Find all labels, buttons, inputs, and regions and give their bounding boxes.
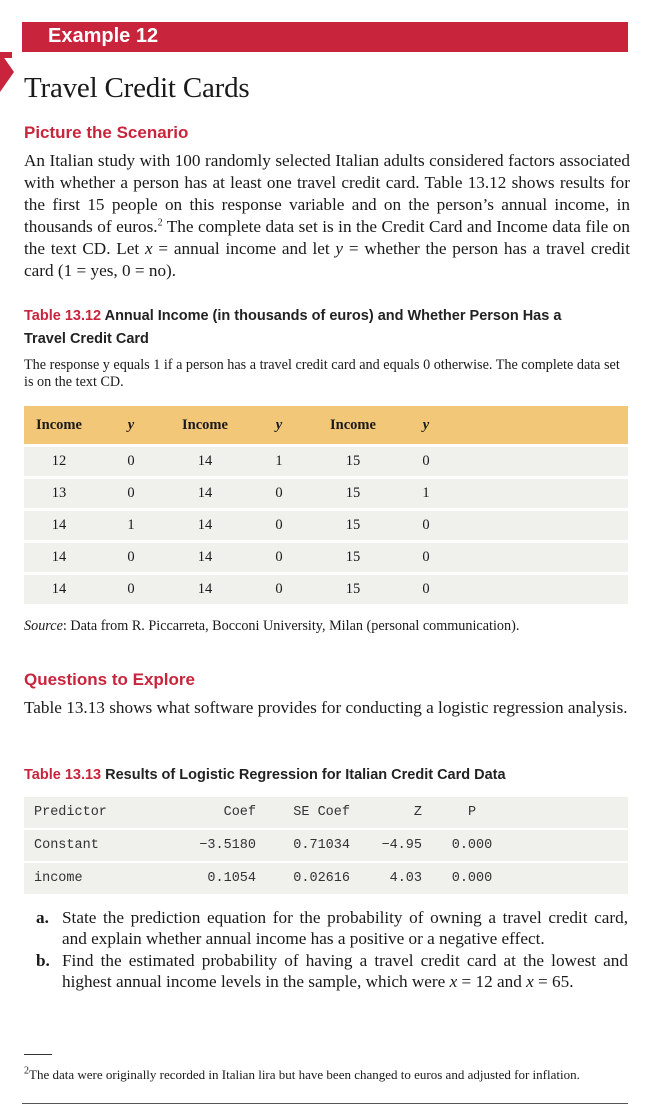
column-header: SE Coef [256,797,358,828]
footnote-divider [24,1054,52,1055]
task-list [36,907,628,993]
footnote: $^2$The data were originally recorded in Italian lira but have been changed to euros and adjusted for inflation. [24,1065,580,1082]
table-row [24,575,628,604]
table-cell: 15 [316,447,390,476]
table-cell: 0 [390,575,462,604]
table-row [24,511,628,540]
table-cell: 1 [390,479,462,508]
task-item-a: a. State the prediction equation for the probability of owning a travel credit card, and explain whether annual income has a positive or a negative effect. [36,908,628,948]
table-cell: 0 [242,511,316,540]
table-cell-filler [462,479,628,508]
table-cell: 0 [242,479,316,508]
table-cell: 15 [316,543,390,572]
table-cell: 0 [242,543,316,572]
column-header: Z [358,797,426,828]
example-label: Example 12 [48,25,159,47]
table-13-12-caption: Table 13.12 Annual Income (in thousands of euros) and Whether Person Has a Travel Credit Card [24,308,562,347]
income-credit-table [24,403,628,607]
table-13-13-caption: Table 13.13 Results of Logistic Regression for Italian Credit Card Data [24,767,506,783]
column-header: y [94,406,168,444]
table-cell: 0.71034 [256,830,358,861]
table-cell: 14 [168,479,242,508]
table-cell: 12 [24,447,94,476]
table-cell: 0 [94,575,168,604]
table-cell: 1 [94,511,168,540]
table-cell: 0 [94,447,168,476]
table-cell: 1 [242,447,316,476]
column-header: y [390,406,462,444]
page-title: Travel Credit Cards [24,72,250,104]
column-header-filler [462,406,628,444]
table-cell: 4.03 [358,863,426,894]
footnote-reference: 2 [157,217,163,229]
table-cell: 0 [242,575,316,604]
table-cell: 14 [24,543,94,572]
table-cell-filler [518,830,628,861]
table-row [24,543,628,572]
table-cell: income [24,863,164,894]
example-banner [22,22,628,52]
table-cell: 0.1054 [164,863,256,894]
column-header: Income [168,406,242,444]
page-bottom-divider [22,1103,628,1104]
column-header: P [426,797,518,828]
table-header-row [24,797,628,828]
table-cell: 0 [94,479,168,508]
table-cell: 0 [390,511,462,540]
table-cell: 14 [168,447,242,476]
table-cell: 14 [168,543,242,572]
table-cell: −4.95 [358,830,426,861]
table-cell-filler [518,797,628,828]
table-13-12-note: The response y equals 1 if a person has a travel credit card and equals 0 otherwise. The complete data set is on the text CD. [24,357,620,390]
table-cell: Constant [24,830,164,861]
table-cell-filler [462,543,628,572]
table-cell-filler [462,575,628,604]
task-item-b: b. Find the estimated probability of having a travel credit card at the lowest and highest annual income levels in the sample, which were x = 12 and x = 65. [36,951,628,991]
column-header: Predictor [24,797,164,828]
questions-intro: Table 13.13 shows what software provides for conducting a logistic regression analysis. [24,698,628,717]
table-cell: 14 [168,575,242,604]
table-cell: 0 [390,543,462,572]
scenario-paragraph: An Italian study with 100 randomly selected Italian adults considered factors associated with whether a person has at least one travel credit card. Table 13.12 shows results for the first 15 people on this response variable and on the person’s annual income, in thousands of euros.$^2$ The complete data set is in the Credit Card and Income data file on the text CD. Let x = annual income and let y = whether the person has a travel credit card (1 = yes, 0 = no). [24,151,630,280]
table-cell-filler [462,511,628,540]
table-row [24,830,628,861]
table-cell: 15 [316,575,390,604]
table-cell: 15 [316,479,390,508]
table-header-row [24,406,628,444]
table-cell: 0 [94,543,168,572]
column-header: Income [24,406,94,444]
table-row [24,447,628,476]
questions-heading: Questions to Explore [24,670,195,689]
table-cell: 0.000 [426,830,518,861]
table-cell: 0.000 [426,863,518,894]
logistic-regression-table [24,795,628,896]
table-cell: 14 [24,575,94,604]
table-cell: 13 [24,479,94,508]
table-cell: 0 [390,447,462,476]
table-cell-filler [462,447,628,476]
column-header: Income [316,406,390,444]
table-cell: 15 [316,511,390,540]
table-cell-filler [518,863,628,894]
table-cell: 14 [24,511,94,540]
table-cell: −3.5180 [164,830,256,861]
table-row [24,863,628,894]
scenario-heading: Picture the Scenario [24,123,189,142]
table-row [24,479,628,508]
column-header: Coef [164,797,256,828]
column-header: y [242,406,316,444]
table-cell: 0.02616 [256,863,358,894]
table-source: Source: Data from R. Piccarreta, Bocconi University, Milan (personal communication). [24,618,520,634]
table-cell: 14 [168,511,242,540]
banner-arrow-decoration [0,52,14,92]
